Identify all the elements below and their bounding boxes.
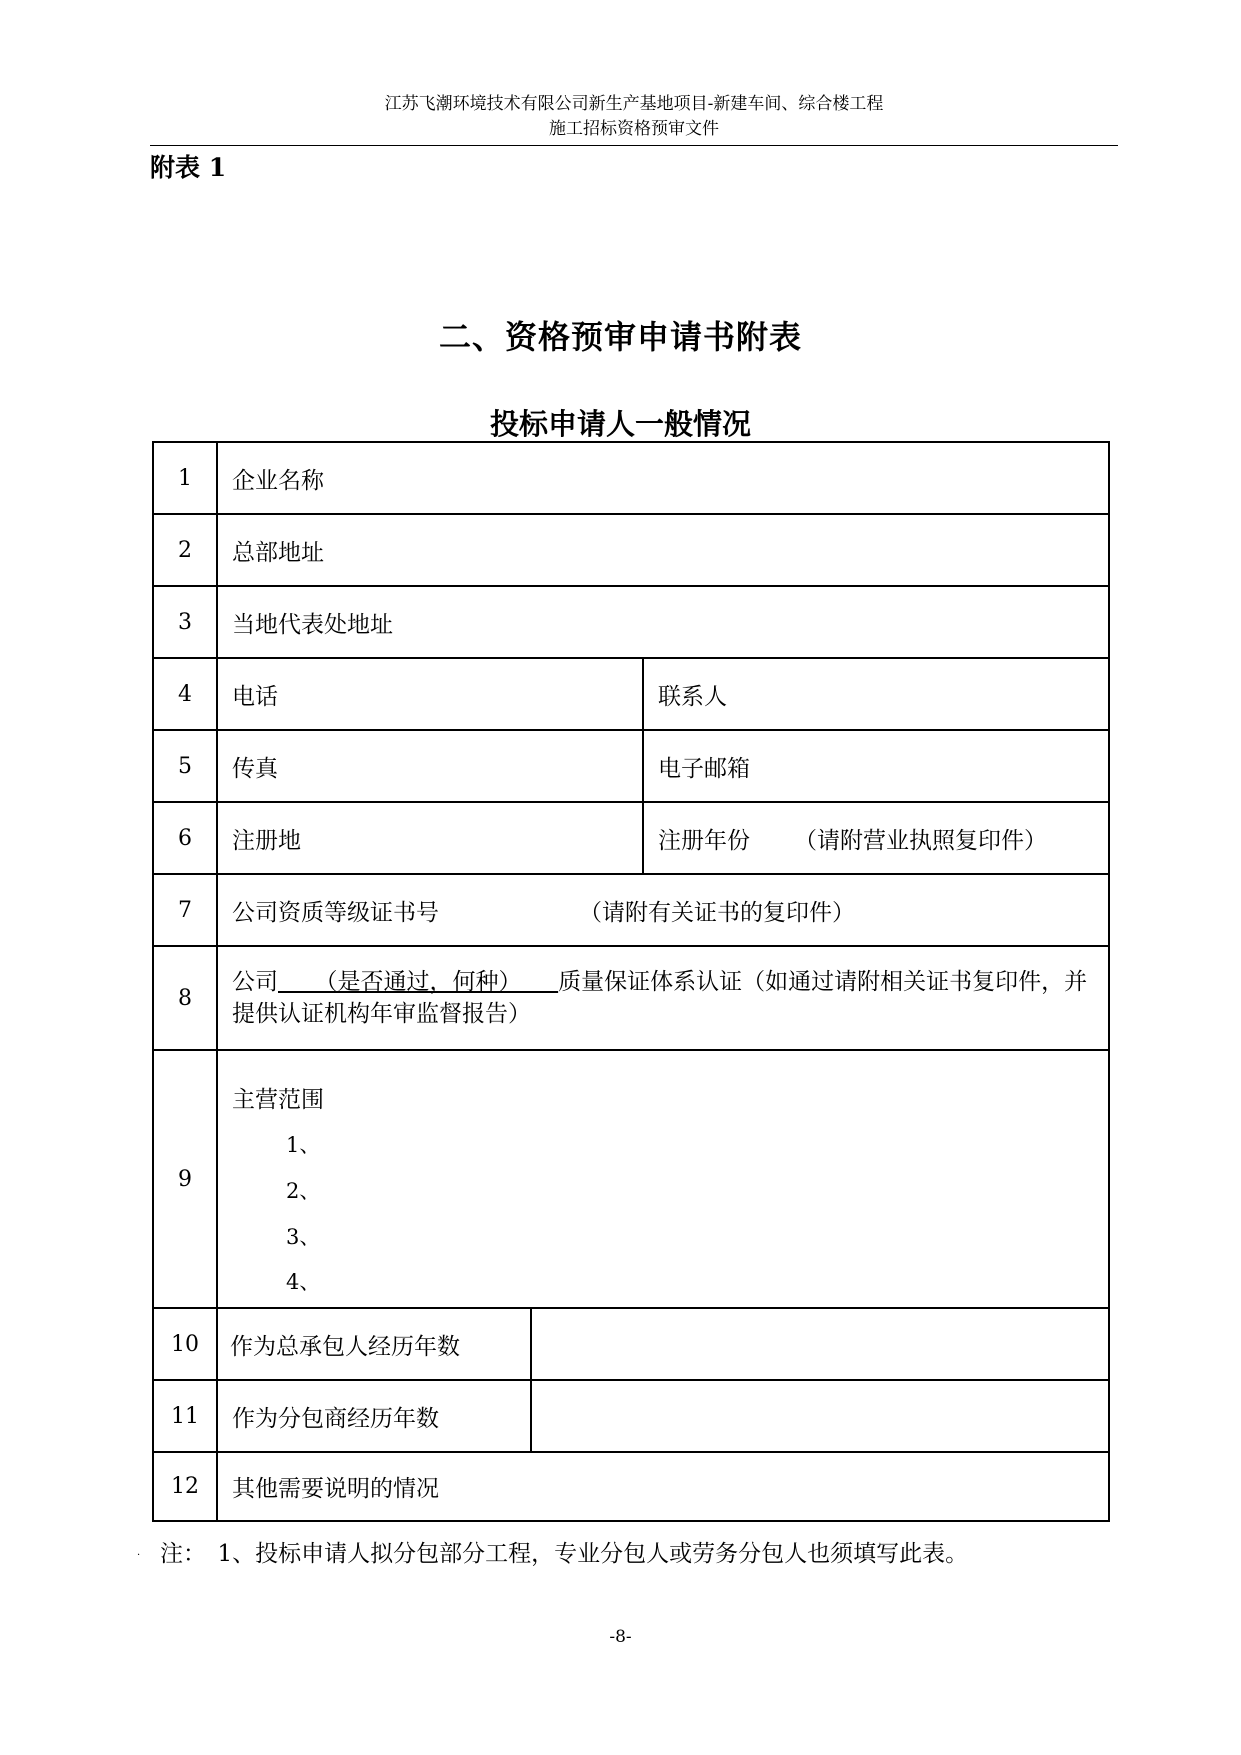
row-number: 4 xyxy=(154,659,218,729)
field-label: 作为分包商经历年数 xyxy=(232,1405,439,1432)
field-label: 注册年份 xyxy=(658,827,750,854)
table-row xyxy=(154,515,1108,587)
row-number: 8 xyxy=(154,947,218,1049)
row-number: 11 xyxy=(154,1381,218,1451)
row-number: 5 xyxy=(154,731,218,801)
applicant-info-table xyxy=(152,441,1110,1522)
company-name-field[interactable] xyxy=(218,443,1108,513)
qualification-certificate-field[interactable] xyxy=(218,875,1108,945)
table-row xyxy=(154,803,1108,875)
scope-item: 2、 xyxy=(286,1179,321,1203)
table-row xyxy=(154,1051,1108,1309)
field-label: 当地代表处地址 xyxy=(232,611,393,638)
field-note: （请附有关证书的复印件） xyxy=(579,899,855,926)
field-label: 作为总承包人经历年数 xyxy=(230,1333,460,1360)
note-marker: · xyxy=(137,1550,141,1561)
row-number: 10 xyxy=(154,1309,218,1379)
field-suffix: 质量保证体系认证（如通过请附相关证书复印件，并提供认证机构年审监督报告） xyxy=(232,969,1088,1027)
table-row xyxy=(154,1453,1108,1520)
row-number: 6 xyxy=(154,803,218,873)
scope-item: 3、 xyxy=(286,1225,321,1249)
table-row xyxy=(154,947,1108,1051)
section-title: 二、资格预审申请书附表 xyxy=(438,318,802,356)
field-label: 主营范围 xyxy=(232,1087,324,1113)
table-row xyxy=(154,587,1108,659)
appendix-label: 附表 1 xyxy=(150,153,227,182)
field-label: 注册地 xyxy=(232,827,301,854)
header-line-1: 江苏飞潮环境技术有限公司新生产基地项目-新建车间、综合楼工程 xyxy=(384,94,884,114)
field-label: 企业名称 xyxy=(232,467,324,494)
subcontractor-years-input[interactable] xyxy=(530,1381,1108,1451)
field-label: 电话 xyxy=(232,683,278,710)
contact-person-field[interactable] xyxy=(642,659,1108,729)
table-row xyxy=(154,659,1108,731)
row-number: 1 xyxy=(154,443,218,513)
table-row xyxy=(154,1309,1108,1381)
footnote: 注： 1、投标申请人拟分包部分工程，专业分包人或劳务分包人也须填写此表。 xyxy=(160,1541,969,1567)
business-scope-field[interactable] xyxy=(218,1051,1108,1307)
field-label: 传真 xyxy=(232,755,278,782)
quality-certification-field[interactable] xyxy=(218,947,1108,1049)
table-row xyxy=(154,1381,1108,1453)
general-contractor-years-input[interactable] xyxy=(530,1309,1108,1379)
scope-item: 4、 xyxy=(286,1270,321,1294)
field-label: 其他需要说明的情况 xyxy=(232,1476,439,1502)
field-label-cell xyxy=(218,1381,530,1451)
row-number: 3 xyxy=(154,587,218,657)
other-remarks-field[interactable] xyxy=(218,1453,1108,1520)
row-number: 12 xyxy=(154,1453,218,1520)
local-office-address-field[interactable] xyxy=(218,587,1108,657)
fill-blank[interactable]: （是否通过，何种） xyxy=(278,969,559,995)
document-header xyxy=(150,92,1118,142)
table-title: 投标申请人一般情况 xyxy=(489,407,751,441)
field-label: 电子邮箱 xyxy=(658,755,750,782)
registration-year-field[interactable] xyxy=(642,803,1108,873)
table-row xyxy=(154,443,1108,515)
field-note: （请附营业执照复印件） xyxy=(794,827,1047,854)
field-label: 联系人 xyxy=(658,683,727,710)
table-row xyxy=(154,731,1108,803)
header-line-2: 施工招标资格预审文件 xyxy=(549,119,719,139)
header-rule xyxy=(150,145,1118,146)
page-number: -8- xyxy=(609,1627,632,1647)
field-prefix: 公司 xyxy=(232,969,278,995)
row-number: 9 xyxy=(154,1051,218,1307)
field-label: 公司资质等级证书号 xyxy=(232,899,439,926)
row-number: 7 xyxy=(154,875,218,945)
row-number: 2 xyxy=(154,515,218,585)
headquarters-address-field[interactable] xyxy=(218,515,1108,585)
field-label: 总部地址 xyxy=(232,539,324,566)
table-row xyxy=(154,875,1108,947)
phone-field[interactable] xyxy=(218,659,642,729)
fax-field[interactable] xyxy=(218,731,642,801)
email-field[interactable] xyxy=(642,731,1108,801)
field-text xyxy=(232,966,1104,1030)
registration-place-field[interactable] xyxy=(218,803,642,873)
field-label-cell xyxy=(218,1309,530,1379)
scope-item: 1、 xyxy=(286,1133,321,1157)
